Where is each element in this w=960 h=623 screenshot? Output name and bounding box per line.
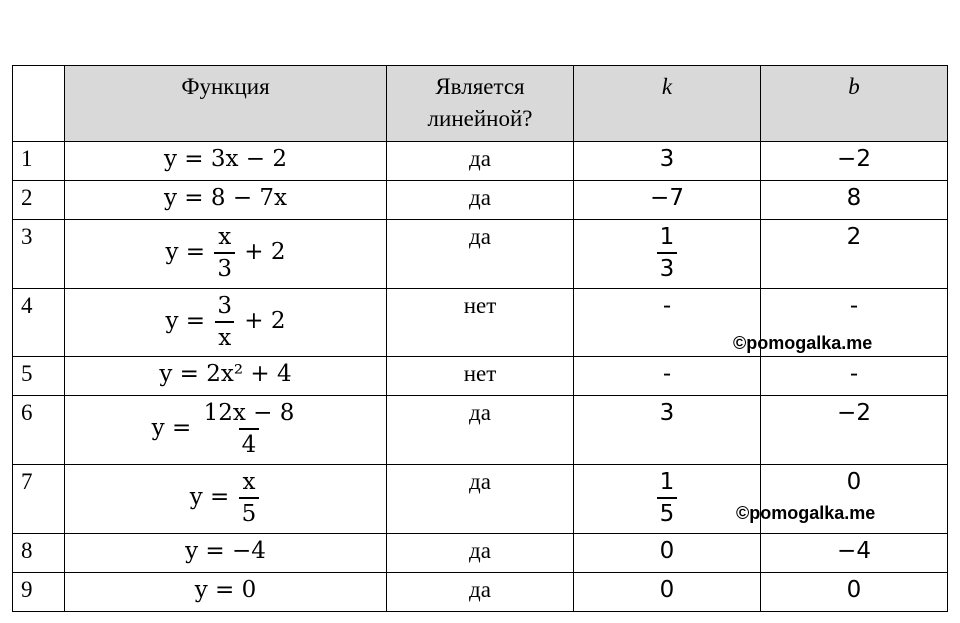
table-row (13, 357, 948, 396)
row-number: 7 (13, 465, 65, 534)
is-linear-cell: да (387, 534, 574, 573)
header-number (13, 66, 65, 142)
header-b: b (761, 66, 948, 142)
table-row (13, 534, 948, 573)
function-cell: y = 0 (65, 573, 387, 612)
row-number: 9 (13, 573, 65, 612)
fraction-denominator: 3 (214, 252, 235, 282)
is-linear-cell: да (387, 465, 574, 534)
k-cell: - (574, 289, 761, 357)
fraction (214, 224, 235, 282)
function-cell: y = $\frac{x}{3}$ + 2 (65, 220, 387, 289)
fraction-denominator: 5 (239, 497, 260, 527)
fraction-numerator: 12x − 8 (203, 400, 295, 426)
function-cell: y = −4 (65, 534, 387, 573)
is-linear-cell: нет (387, 289, 574, 357)
row-number: 3 (13, 220, 65, 289)
is-linear-cell: да (387, 142, 574, 181)
k-cell: 0 (574, 573, 761, 612)
k-cell: 0 (574, 534, 761, 573)
is-linear-cell: да (387, 573, 574, 612)
function-cell: y = $\frac{3}{x}$ + 2 (65, 289, 387, 357)
function-cell: y = 3x − 2 (65, 142, 387, 181)
is-linear-cell: да (387, 181, 574, 220)
function-cell: y = 2x² + 4 (65, 357, 387, 396)
fraction-numerator: 1 (659, 469, 675, 495)
fraction-denominator: 3 (657, 252, 678, 282)
k-cell (574, 465, 761, 534)
is-linear-cell: да (387, 220, 574, 289)
fraction (657, 224, 678, 282)
k-cell: 3 (574, 142, 761, 181)
table-row (13, 573, 948, 612)
header-is-linear: Является линейной? (387, 66, 574, 142)
b-cell: 0 (761, 573, 948, 612)
row-number: 6 (13, 396, 65, 465)
is-linear-cell: нет (387, 357, 574, 396)
fraction-denominator: 4 (239, 428, 260, 458)
row-number: 1 (13, 142, 65, 181)
row-number: 4 (13, 289, 65, 357)
is-linear-cell: да (387, 396, 574, 465)
k-cell: - (574, 357, 761, 396)
k-cell: −7 (574, 181, 761, 220)
table-row (13, 220, 948, 289)
fraction-numerator: x (242, 469, 256, 495)
header-k: k (574, 66, 761, 142)
table-row (13, 142, 948, 181)
fraction (657, 469, 678, 527)
function-cell: y = 8 − 7x (65, 181, 387, 220)
row-number: 5 (13, 357, 65, 396)
k-cell (574, 220, 761, 289)
fraction-numerator: x (218, 224, 232, 250)
watermark: ©pomogalka.me (736, 503, 876, 523)
b-cell: −4 (761, 534, 948, 573)
table-row (13, 181, 948, 220)
row-number: 8 (13, 534, 65, 573)
function-cell: y = $\frac{12x - 8}{4}$ (65, 396, 387, 465)
k-cell: 3 (574, 396, 761, 465)
fraction-denominator: x (215, 321, 234, 351)
header-function: Функция (65, 66, 387, 142)
b-cell: −2 (761, 142, 948, 181)
function-cell: y = $\frac{x}{5}$ (65, 465, 387, 534)
fraction-denominator: 5 (657, 497, 678, 527)
table-row (13, 396, 948, 465)
row-number: 2 (13, 181, 65, 220)
b-cell: - (761, 289, 948, 357)
fraction (239, 469, 260, 527)
fraction (214, 293, 235, 351)
b-cell: - (761, 357, 948, 396)
watermark: ©pomogalka.me (733, 333, 873, 353)
fraction (201, 400, 298, 458)
b-cell: 0 (761, 465, 948, 534)
fraction-numerator: 1 (659, 224, 675, 250)
fraction-numerator: 3 (217, 293, 232, 319)
b-cell: 8 (761, 181, 948, 220)
b-cell: −2 (761, 396, 948, 465)
b-cell: 2 (761, 220, 948, 289)
table-header-row (13, 66, 948, 142)
